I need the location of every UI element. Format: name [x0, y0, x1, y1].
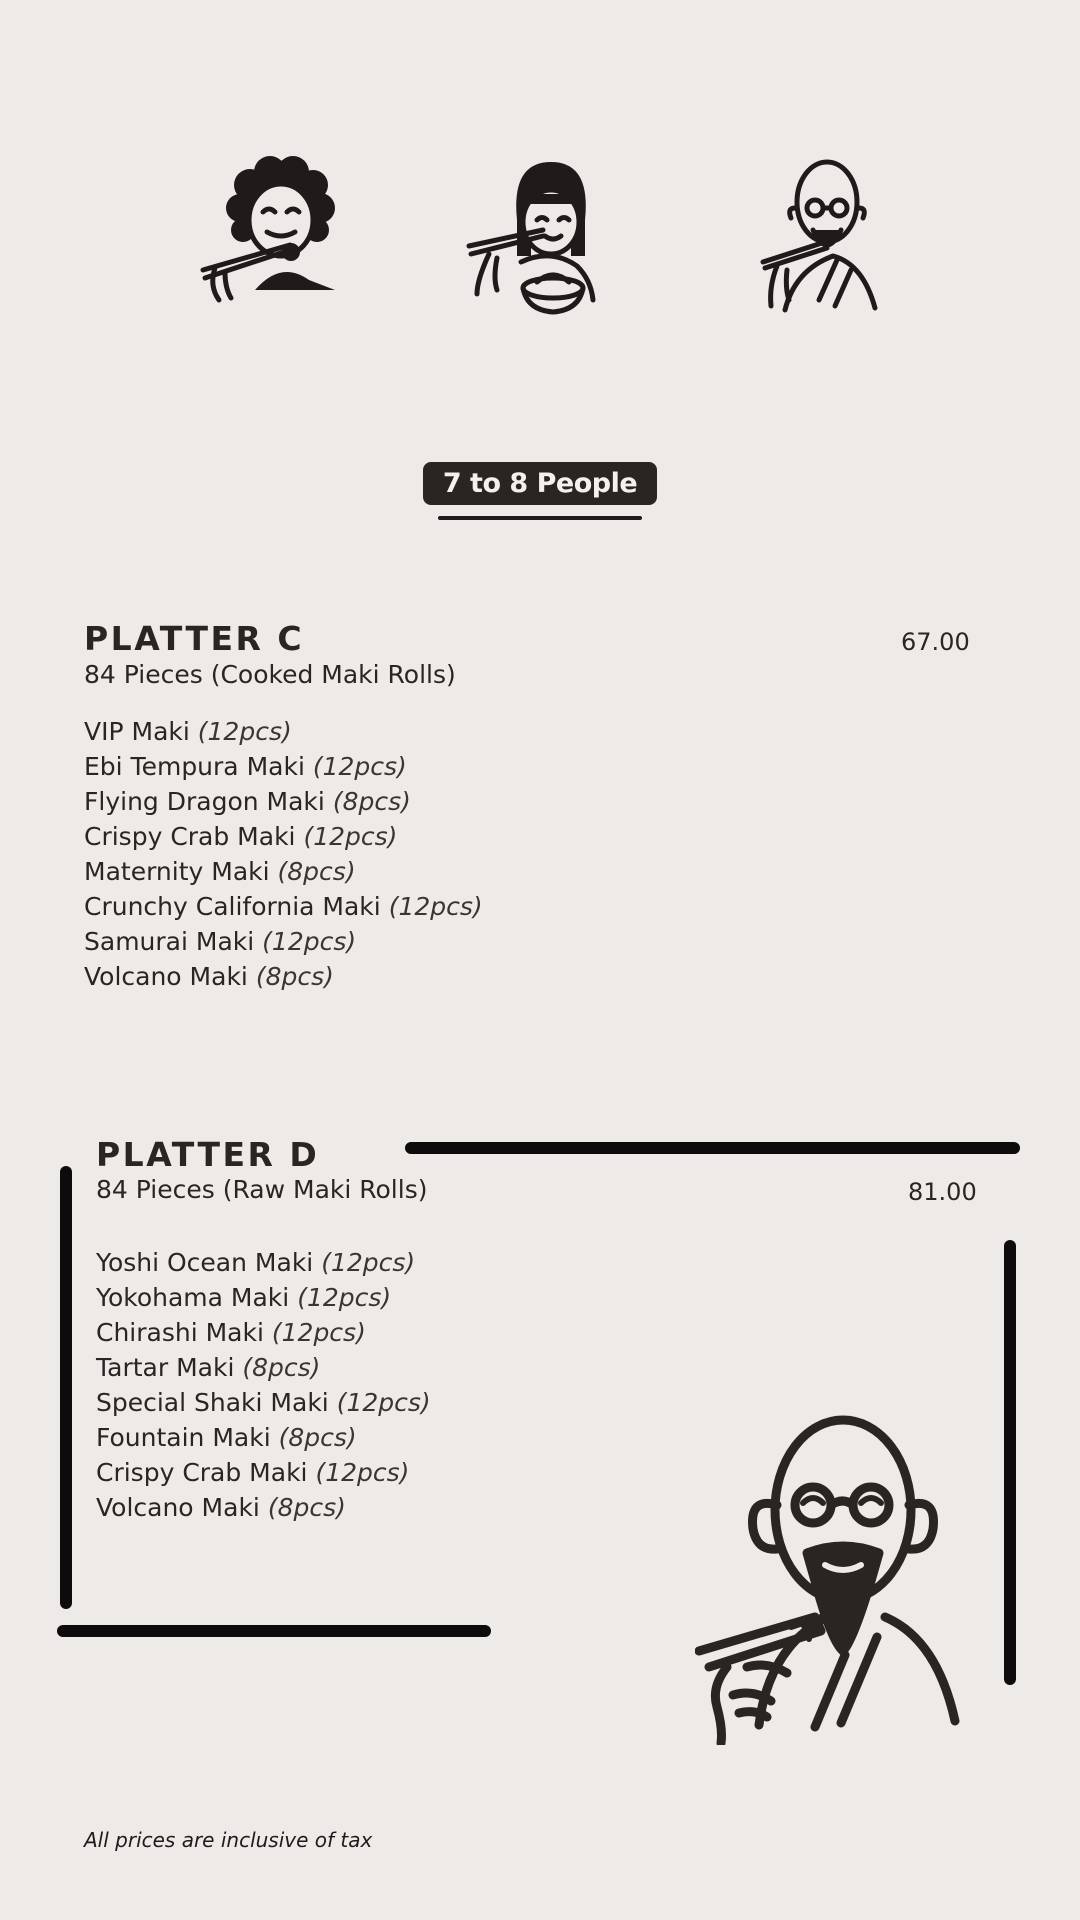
- platter-c-subtitle: 84 Pieces (Cooked Maki Rolls): [84, 660, 456, 689]
- list-item: Crispy Crab Maki (12pcs): [96, 1458, 410, 1487]
- badge-underline-divider: [438, 516, 642, 520]
- platter-d-item-list: [96, 1245, 431, 1525]
- list-item: Samurai Maki (12pcs): [84, 927, 357, 956]
- bald-man-eating-icon: [755, 150, 895, 320]
- list-item: Maternity Maki (8pcs): [84, 857, 356, 886]
- platter-c-title: PLATTER C: [84, 619, 305, 658]
- girl-eating-dumplings-icon: [465, 150, 615, 320]
- list-item: Volcano Maki (8pcs): [84, 962, 334, 991]
- platter-c-price: 67.00: [901, 628, 970, 656]
- curly-hair-person-eating-icon: [195, 150, 355, 320]
- list-item: Volcano Maki (8pcs): [96, 1493, 346, 1522]
- list-item: Tartar Maki (8pcs): [96, 1353, 321, 1382]
- frame-stroke-right: [1004, 1240, 1016, 1685]
- list-item: Chirashi Maki (12pcs): [96, 1318, 366, 1347]
- list-item: VIP Maki (12pcs): [84, 717, 292, 746]
- list-item: Yoshi Ocean Maki (12pcs): [96, 1248, 416, 1277]
- list-item: Special Shaki Maki (12pcs): [96, 1388, 431, 1417]
- frame-stroke-left: [60, 1166, 72, 1609]
- list-item: Flying Dragon Maki (8pcs): [84, 787, 411, 816]
- frame-stroke-top: [405, 1142, 1020, 1154]
- platter-d-subtitle: 84 Pieces (Raw Maki Rolls): [96, 1175, 428, 1204]
- platter-d-price: 81.00: [908, 1178, 977, 1206]
- list-item: Crispy Crab Maki (12pcs): [84, 822, 398, 851]
- list-item: Yokohama Maki (12pcs): [96, 1283, 392, 1312]
- frame-stroke-bottom: [57, 1625, 491, 1637]
- list-item: Fountain Maki (8pcs): [96, 1423, 357, 1452]
- group-size-badge: 7 to 8 People: [423, 462, 657, 505]
- tax-note: All prices are inclusive of tax: [84, 1828, 373, 1852]
- platter-c-item-list: [84, 714, 483, 994]
- bald-man-eating-large-icon: [695, 1405, 975, 1745]
- platter-d-title: PLATTER D: [96, 1135, 320, 1174]
- list-item: Ebi Tempura Maki (12pcs): [84, 752, 407, 781]
- list-item: Crunchy California Maki (12pcs): [84, 892, 483, 921]
